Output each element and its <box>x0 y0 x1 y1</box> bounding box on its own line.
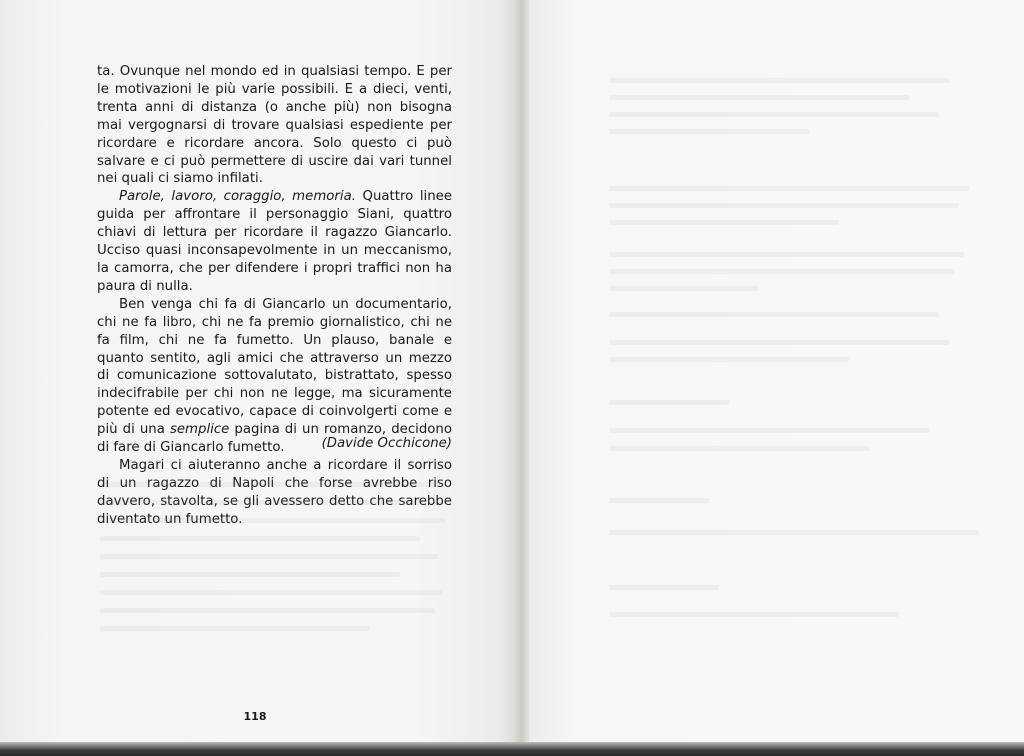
book-gutter <box>515 0 529 742</box>
scan-bottom-edge <box>0 742 1024 756</box>
page-number: 118 <box>243 710 267 723</box>
paragraph-2 <box>97 188 452 295</box>
right-page <box>529 0 1024 742</box>
italic-word: semplice <box>169 422 230 438</box>
paragraph-text: Ben venga chi fa di Giancarlo un documentario, chi ne fa libro, chi ne fa premio giornalistico, chi ne fa film, chi ne fa fumetto. Un plauso, banale e quanto sentito, agli amici che attraverso un mezzo di comunicazione sottovalutato, bistrattato, spesso indecifrabile per chi non ne legge, ma sicuramente potente ed evocativo, capace di coinvolgerti come e più di una <box>97 296 452 438</box>
left-page <box>0 0 519 742</box>
italic-phrase: Parole, lavoro, coraggio, memoria. <box>119 189 356 205</box>
paragraph-text: pagina di un romanzo, decidono di fare di Giancarlo fumetto. <box>97 422 452 456</box>
paragraph-text: ta. Ovunque nel mondo ed in qualsiasi tempo. E per le motivazioni le più varie possibili. E a dieci, venti, trenta anni di distanza (o anche più) non bisogna mai vergognarsi di trovare qualsiasi espediente per ricordare e ricordare ancora. Solo questo ci può salvare e ci può permettere di uscire dai vari tunnel nei quali ci siamo infilati. <box>97 64 452 187</box>
author-signature: (Davide Occhicone) <box>321 436 452 451</box>
paragraph-text: Magari ci aiuteranno anche a ricordare il sorriso di un ragazzo di Napoli che forse avrebbe riso davvero, stavolta, se gli avessero detto che sarebbe diventato un fumetto. <box>97 457 452 527</box>
paragraph-text: Quattro linee guida per affrontare il personaggio Siani, quattro chiavi di lettura per ricordare il ragazzo Giancarlo. Ucciso quasi inconsapevolmente in un meccanismo, la camorra, che per difendere i propri traffici non ha paura di nulla. <box>97 189 453 294</box>
body-text <box>97 63 452 529</box>
paragraph-1 <box>97 63 452 188</box>
paragraph-3 <box>97 296 452 457</box>
